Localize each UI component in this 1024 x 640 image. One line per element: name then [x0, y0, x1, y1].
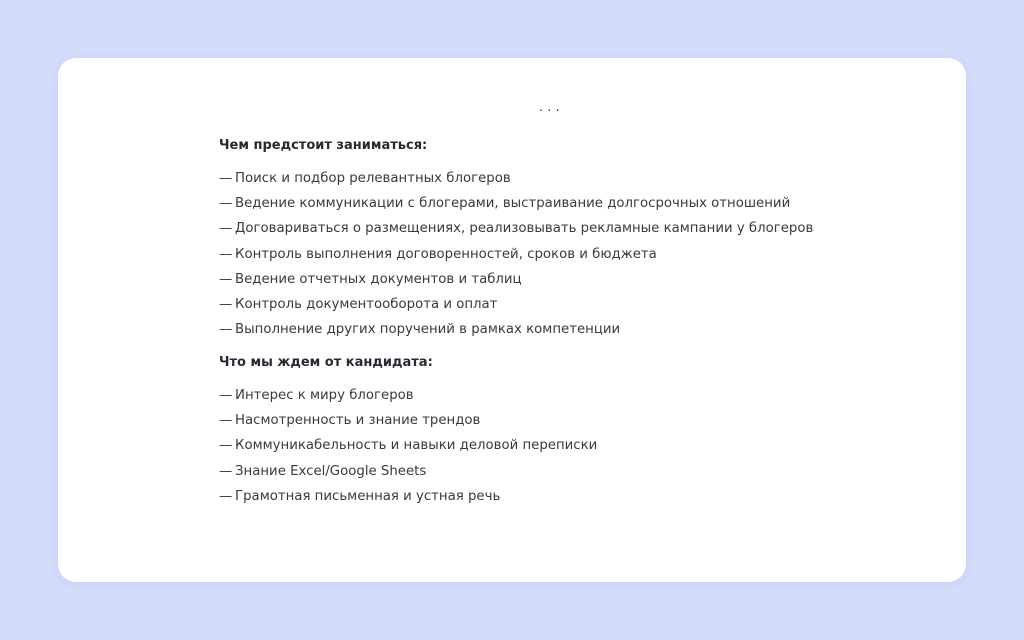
list-item: [219, 412, 597, 437]
dash-bullet: —: [219, 296, 233, 312]
list-item-text: Ведение коммуникации с блогерами, выстраивание долгосрочных отношений: [235, 196, 791, 212]
list-item-text: Поиск и подбор релевантных блогеров: [235, 171, 511, 186]
list-item-text: Грамотная письменная и устная речь: [235, 488, 501, 504]
list-item-text: Договариваться о размещениях, реализовывать рекламные кампании у блогеров: [235, 221, 814, 237]
dash-bullet: —: [219, 271, 233, 287]
section-title: Что мы ждем от кандидата:: [219, 355, 433, 370]
list-item-text: Выполнение других поручений в рамках компетенции: [235, 322, 621, 338]
list-item: [219, 296, 813, 321]
list-item: [219, 463, 597, 488]
list-item: [219, 437, 597, 462]
list-item-text: Контроль документооборота и оплат: [235, 296, 498, 312]
requirements-list: [219, 387, 597, 513]
dash-bullet: —: [219, 196, 233, 212]
section-responsibilities: [219, 137, 813, 346]
list-item: [219, 387, 597, 412]
list-item-text: Интерес к миру блогеров: [235, 388, 414, 403]
list-item: [219, 321, 813, 346]
dash-bullet: —: [219, 221, 233, 237]
section-requirements: [219, 354, 597, 513]
list-item-text: Знание Excel/Google Sheets: [235, 463, 427, 479]
list-item: [219, 195, 813, 220]
clipped-text: . . .: [539, 100, 560, 115]
list-item: [219, 220, 813, 245]
list-item-text: Контроль выполнения договоренностей, сроков и бюджета: [235, 246, 657, 262]
dash-bullet: —: [219, 388, 233, 403]
vacancy-card: [58, 58, 966, 582]
dash-bullet: —: [219, 413, 233, 429]
section-title: Чем предстоит заниматься:: [219, 138, 428, 153]
dash-bullet: —: [219, 246, 233, 262]
clipped-text-line: [539, 100, 649, 116]
responsibilities-list: [219, 170, 813, 346]
dash-bullet: —: [219, 322, 233, 338]
dash-bullet: —: [219, 438, 233, 454]
list-item-text: Ведение отчетных документов и таблиц: [235, 271, 522, 287]
list-item-text: Коммуникабельность и навыки деловой переписки: [235, 438, 598, 454]
list-item: [219, 488, 597, 513]
dash-bullet: —: [219, 488, 233, 504]
list-item-text: Насмотренность и знание трендов: [235, 413, 481, 429]
list-item: [219, 170, 813, 195]
list-item: [219, 246, 813, 271]
list-item: [219, 271, 813, 296]
dash-bullet: —: [219, 463, 233, 479]
dash-bullet: —: [219, 171, 233, 186]
